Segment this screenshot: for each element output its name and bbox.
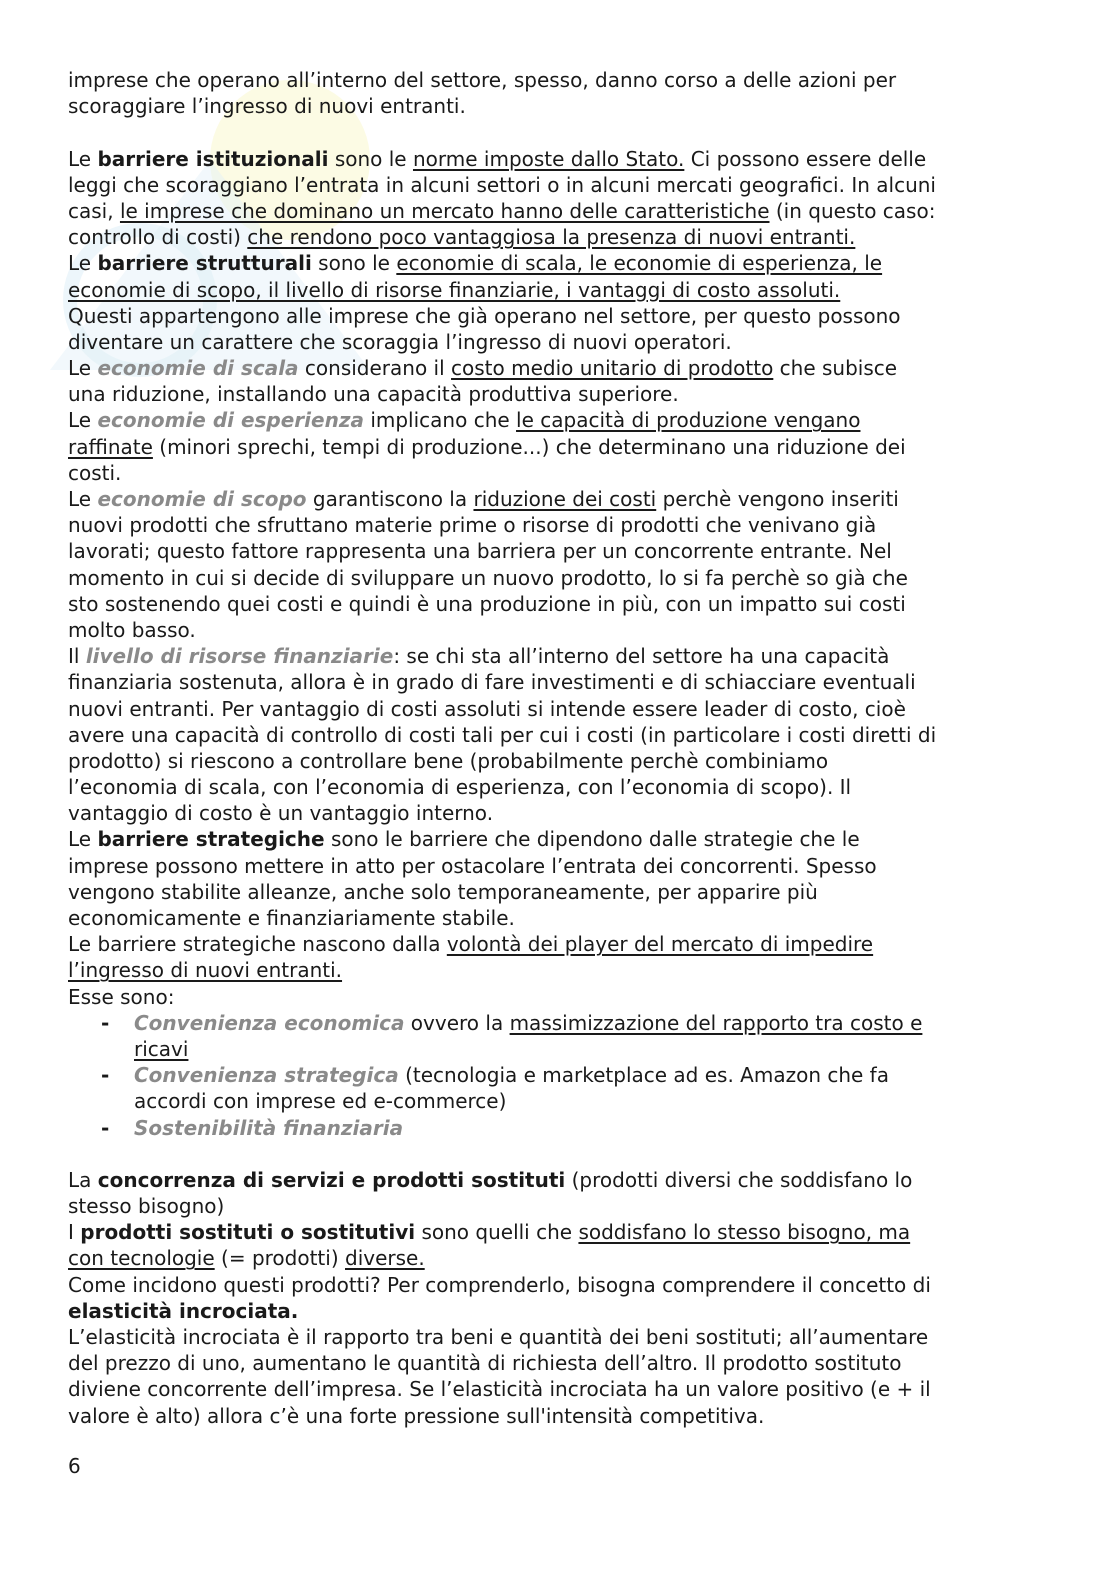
paragraph-line — [68, 800, 1058, 826]
text: ovvero la — [404, 1010, 510, 1035]
text: Come incidono questi prodotti? Per comprenderlo, bisogna comprendere il concetto di — [68, 1272, 931, 1297]
text: prodotto) si riescono a controllare bene (probabilmente perchè combiniamo — [68, 748, 829, 773]
paragraph-line — [68, 905, 1058, 931]
text: I — [68, 1220, 81, 1245]
paragraph-line — [68, 277, 1058, 303]
paragraph-line — [68, 303, 1058, 329]
text: considerano il — [298, 356, 452, 381]
paragraph-line — [68, 381, 1058, 407]
paragraph-line — [68, 617, 1058, 643]
paragraph-line — [68, 1219, 1058, 1245]
paragraph-line — [68, 434, 1058, 460]
dash-bullet: - — [101, 1115, 110, 1140]
gray-italic-term: Convenienza economica — [134, 1010, 405, 1035]
paragraph-line — [68, 879, 1058, 905]
text: Le — [68, 827, 98, 852]
paragraph-line — [68, 329, 1058, 355]
paragraph-line — [68, 931, 1058, 957]
text: lavorati; questo fattore rappresenta una barriera per un concorrente entrante. Nel — [68, 539, 892, 564]
paragraph-line — [68, 512, 1058, 538]
paragraph-line — [68, 853, 1058, 879]
paragraph-line — [68, 538, 1058, 564]
paragraph-line — [68, 1376, 1058, 1402]
gray-italic-term: Sostenibilità finanziaria — [134, 1115, 404, 1140]
paragraph-line — [68, 1403, 1058, 1429]
gray-italic-term: economie di scala — [97, 356, 299, 381]
text: Ci possono essere delle — [684, 146, 927, 171]
text: imprese che operano all’interno del settore, spesso, danno corso a delle azioni per — [68, 68, 897, 92]
text: sono le barriere che dipendono dalle strategie che le — [324, 827, 860, 852]
text: controllo di costi) — [68, 225, 248, 250]
text: casi, — [68, 198, 120, 223]
text: sto sostenendo quei costi e quindi è una produzione in più, con un impatto sui costi — [68, 591, 906, 616]
paragraph-line — [68, 1324, 1058, 1350]
text: (prodotti diversi che soddisfano lo — [565, 1167, 913, 1192]
paragraph-line — [68, 774, 1058, 800]
paragraph-line — [68, 722, 1058, 748]
underlined-text: economie di scala, le economie di esperienza, le — [396, 251, 883, 276]
text: momento in cui si decide di sviluppare un nuovo prodotto, lo si fa perchè so già che — [68, 565, 908, 590]
paragraph-line — [68, 1350, 1058, 1376]
text: (tecnologia e marketplace ad es. Amazon che fa — [398, 1063, 889, 1088]
text: Le barriere strategiche nascono dalla — [68, 932, 447, 957]
paragraph-line — [68, 957, 1058, 983]
underlined-text: volontà dei player del mercato di impedire — [446, 932, 874, 957]
paragraph-line — [68, 250, 1058, 276]
text: costi. — [68, 460, 122, 485]
underlined-text: norme imposte dallo Stato. — [412, 146, 685, 171]
paragraph-line — [68, 591, 1058, 617]
dash-bullet: - — [101, 1063, 110, 1088]
text: che subisce — [773, 356, 898, 381]
text: Le — [68, 408, 98, 433]
paragraph-line — [68, 669, 1058, 695]
paragraph-line — [68, 1245, 1058, 1271]
underlined-text: economie di scopo, il livello di risorse finanziarie, i vantaggi di costo assoluti. — [68, 277, 841, 302]
text: l’economia di scala, con l’economia di esperienza, con l’economia di scopo). Il — [68, 775, 852, 800]
text: imprese possono mettere in atto per ostacolare l’entrata dei concorrenti. Spesso — [68, 853, 877, 878]
underlined-text: diverse. — [345, 1246, 425, 1271]
underlined-text: massimizzazione del rapporto tra costo e — [509, 1010, 923, 1035]
paragraph-line — [68, 1298, 1058, 1324]
blank-line — [68, 1141, 1058, 1167]
text: : se chi sta all’interno del settore ha una capacità — [393, 644, 890, 669]
text: nuovi entranti. Per vantaggio di costi assoluti si intende essere leader di costo, cioè — [68, 696, 906, 721]
text: Le — [68, 146, 98, 171]
bold-term: concorrenza di servizi e prodotti sostituti — [97, 1167, 566, 1192]
underlined-text: riduzione dei costi — [473, 487, 657, 511]
text: (minori sprechi, tempi di produzione...) che determinano una riduzione dei — [152, 434, 906, 459]
underlined-text: ricavi — [134, 1036, 189, 1061]
text: diviene concorrente dell’impresa. Se l’elasticità incrociata ha un valore positivo (e + il — [68, 1377, 931, 1402]
paragraph-line — [68, 565, 1058, 591]
list-item — [68, 1010, 1058, 1036]
paragraph-line — [68, 826, 1058, 852]
paragraph-line — [68, 172, 1058, 198]
list-item-continuation — [68, 1088, 1058, 1114]
text: scoraggiare l’ingresso di nuovi entranti. — [68, 94, 466, 119]
text: sono le — [328, 146, 413, 171]
text: L’elasticità incrociata è il rapporto tra beni e quantità dei beni sostituti; all’aumentare — [68, 1325, 929, 1349]
paragraph-line — [68, 984, 1058, 1010]
text: La — [68, 1167, 98, 1192]
text: Questi appartengono alle imprese che già operano nel settore, per questo possono — [68, 303, 901, 328]
text: vantaggio di costo è un vantaggio interno. — [68, 801, 494, 826]
text: diventare un carattere che scoraggia l’ingresso di nuovi operatori. — [68, 329, 732, 354]
paragraph-line — [68, 355, 1058, 381]
underlined-text: le capacità di produzione vengano — [516, 408, 861, 433]
gray-italic-term: Convenienza strategica — [134, 1063, 399, 1088]
text: sono le — [311, 251, 397, 276]
paragraph-line — [68, 407, 1058, 433]
paragraph-line — [68, 460, 1058, 486]
text: avere una capacità di controllo di costi tali per cui i costi (in particolare i costi diretti di — [68, 722, 937, 747]
text: Le — [68, 356, 98, 381]
gray-italic-term: economie di scopo — [97, 487, 307, 511]
bold-term: barriere strategiche — [97, 827, 325, 852]
text: stesso bisogno) — [68, 1194, 225, 1219]
underlined-text: l’ingresso di nuovi entranti. — [68, 958, 343, 983]
text: Esse sono: — [68, 984, 175, 1009]
list-item — [68, 1062, 1058, 1088]
text: garantiscono la — [306, 487, 474, 511]
text: accordi con imprese ed e-commerce) — [134, 1089, 507, 1114]
text: leggi che scoraggiano l’entrata in alcuni settori o in alcuni mercati geografici. In alcuni — [68, 172, 936, 197]
paragraph-line — [68, 198, 1058, 224]
text: implicano che — [363, 408, 517, 433]
document-body — [68, 67, 1058, 1429]
text: valore è alto) allora c’è una forte pressione sull'intensità competitiva. — [68, 1403, 765, 1428]
paragraph-line — [68, 224, 1058, 250]
text: sono quelli che — [415, 1220, 579, 1245]
text: Le — [68, 487, 98, 511]
bold-term: elasticità incrociata. — [68, 1298, 299, 1323]
list-item-continuation — [68, 1036, 1058, 1062]
paragraph-line — [68, 643, 1058, 669]
text: molto basso. — [68, 617, 196, 642]
text: perchè vengono inseriti — [656, 487, 899, 511]
paragraph-line — [68, 67, 1058, 93]
paragraph-line — [68, 93, 1058, 119]
page-number: 6 — [68, 1454, 81, 1478]
text: del prezzo di uno, aumentano le quantità di richiesta dell’altro. Il prodotto sostituto — [68, 1351, 902, 1376]
text: (= prodotti) — [214, 1246, 345, 1271]
text: (in questo caso: — [769, 198, 936, 223]
paragraph-line — [68, 1193, 1058, 1219]
paragraph-line — [68, 486, 1058, 512]
paragraph-line — [68, 696, 1058, 722]
underlined-text: le imprese che dominano un mercato hanno delle caratteristiche — [119, 198, 770, 223]
text: una riduzione, installando una capacità produttiva superiore. — [68, 382, 679, 407]
text: finanziaria sostenuta, allora è in grado di fare investimenti e di schiacciare eventuali — [68, 670, 916, 695]
bold-term: barriere strutturali — [97, 251, 312, 276]
text: Le — [68, 251, 98, 276]
text: economicamente e finanziariamente stabile. — [68, 906, 515, 930]
text: vengono stabilite alleanze, anche solo temporaneamente, per apparire più — [68, 879, 818, 904]
paragraph-line — [68, 748, 1058, 774]
blank-line — [68, 119, 1058, 145]
gray-italic-term: economie di esperienza — [97, 408, 364, 433]
underlined-text: costo medio unitario di prodotto — [451, 356, 774, 381]
list-item — [68, 1115, 1058, 1141]
underlined-text: raffinate — [68, 434, 153, 459]
text: Il — [68, 644, 86, 669]
paragraph-line — [68, 1272, 1058, 1298]
bold-term: prodotti sostituti o sostitutivi — [80, 1220, 416, 1245]
dash-bullet: - — [101, 1010, 110, 1035]
text: nuovi prodotti che sfruttano materie prime o risorse di prodotti che venivano già — [68, 513, 877, 538]
bold-term: barriere istituzionali — [97, 146, 329, 171]
underlined-text: con tecnologie — [68, 1246, 215, 1271]
underlined-text: che rendono poco vantaggiosa la presenza di nuovi entranti. — [247, 225, 856, 250]
paragraph-line — [68, 146, 1058, 172]
underlined-text: soddisfano lo stesso bisogno, ma — [578, 1220, 911, 1245]
paragraph-line — [68, 1167, 1058, 1193]
gray-italic-term: livello di risorse finanziarie — [85, 644, 394, 669]
